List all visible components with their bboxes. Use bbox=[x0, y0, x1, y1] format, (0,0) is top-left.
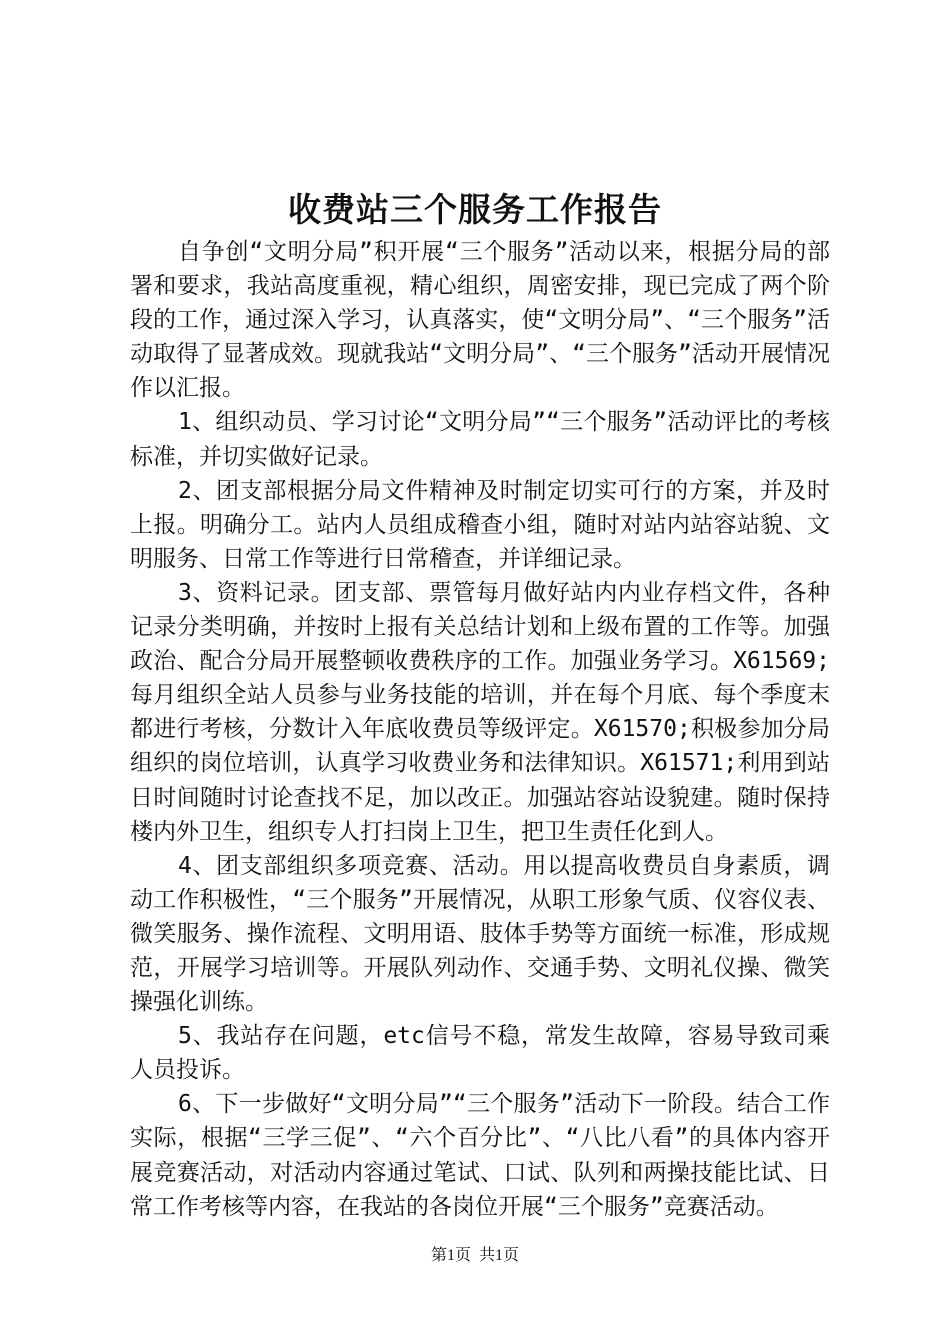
page-footer bbox=[0, 1246, 950, 1266]
document-title: 收费站三个服务工作报告 bbox=[288, 190, 662, 229]
paragraph-item-3: 3、资料记录。团支部、票管每月做好站内内业存档文件，各种记录分类明确，并按时上报有关总结计划和上级布置的工作等。加强政治、配合分局开展整顿收费秩序的工作。加强业务学习。X61569;每月组织全站人员参与业务技能的培训，并在每个月底、每个季度末都进行考核，分数计入年底收费员等级评定。X61570;积极参加分局组织的岗位培训，认真学习收费业务和法律知识。X61571;利用到站日时间随时讨论查找不足，加以改正。加强站容站设貌建。随时保持楼内外卫生，组织专人打扫岗上卫生，把卫生责任化到人。 bbox=[130, 579, 830, 845]
paragraph-intro: 自争创“文明分局”积开展“三个服务”活动以来，根据分局的部署和要求，我站高度重视，精心组织，周密安排，现已完成了两个阶段的工作，通过深入学习，认真落实，使“文明分局”、“三个服务”活动取得了显著成效。现就我站“文明分局”、“三个服务”活动开展情况作以汇报。 bbox=[130, 239, 830, 402]
page-total: 共1页 bbox=[479, 1247, 520, 1264]
paragraph-item-4: 4、团支部组织多项竞赛、活动。用以提高收费员自身素质，调动工作积极性，“三个服务”开展情况，从职工形象气质、仪容仪表、微笑服务、操作流程、文明用语、肢体手势等方面统一标准，形成规范，开展学习培训等。开展队列动作、交通手势、文明礼仪操、微笑操强化训练。 bbox=[130, 852, 830, 1016]
paragraph-item-1: 1、组织动员、学习讨论“文明分局”“三个服务”活动评比的考核标准，并切实做好记录。 bbox=[130, 409, 830, 470]
page-number: 第1页 bbox=[430, 1247, 471, 1264]
paragraph-item-5: 5、我站存在问题，etc信号不稳，常发生故障，容易导致司乘人员投诉。 bbox=[130, 1023, 830, 1084]
document-body bbox=[130, 235, 830, 1224]
paragraph-item-2: 2、团支部根据分局文件精神及时制定切实可行的方案，并及时上报。明确分工。站内人员组成稽查小组，随时对站内站容站貌、文明服务、日常工作等进行日常稽查，并详细记录。 bbox=[130, 477, 830, 572]
paragraph-item-6: 6、下一步做好“文明分局”“三个服务”活动下一阶段。结合工作实际，根据“三学三促”、“六个百分比”、“八比八看”的具体内容开展竞赛活动，对活动内容通过笔试、口试、队列和两操技能比试、日常工作考核等内容，在我站的各岗位开展“三个服务”竞赛活动。 bbox=[130, 1091, 830, 1220]
